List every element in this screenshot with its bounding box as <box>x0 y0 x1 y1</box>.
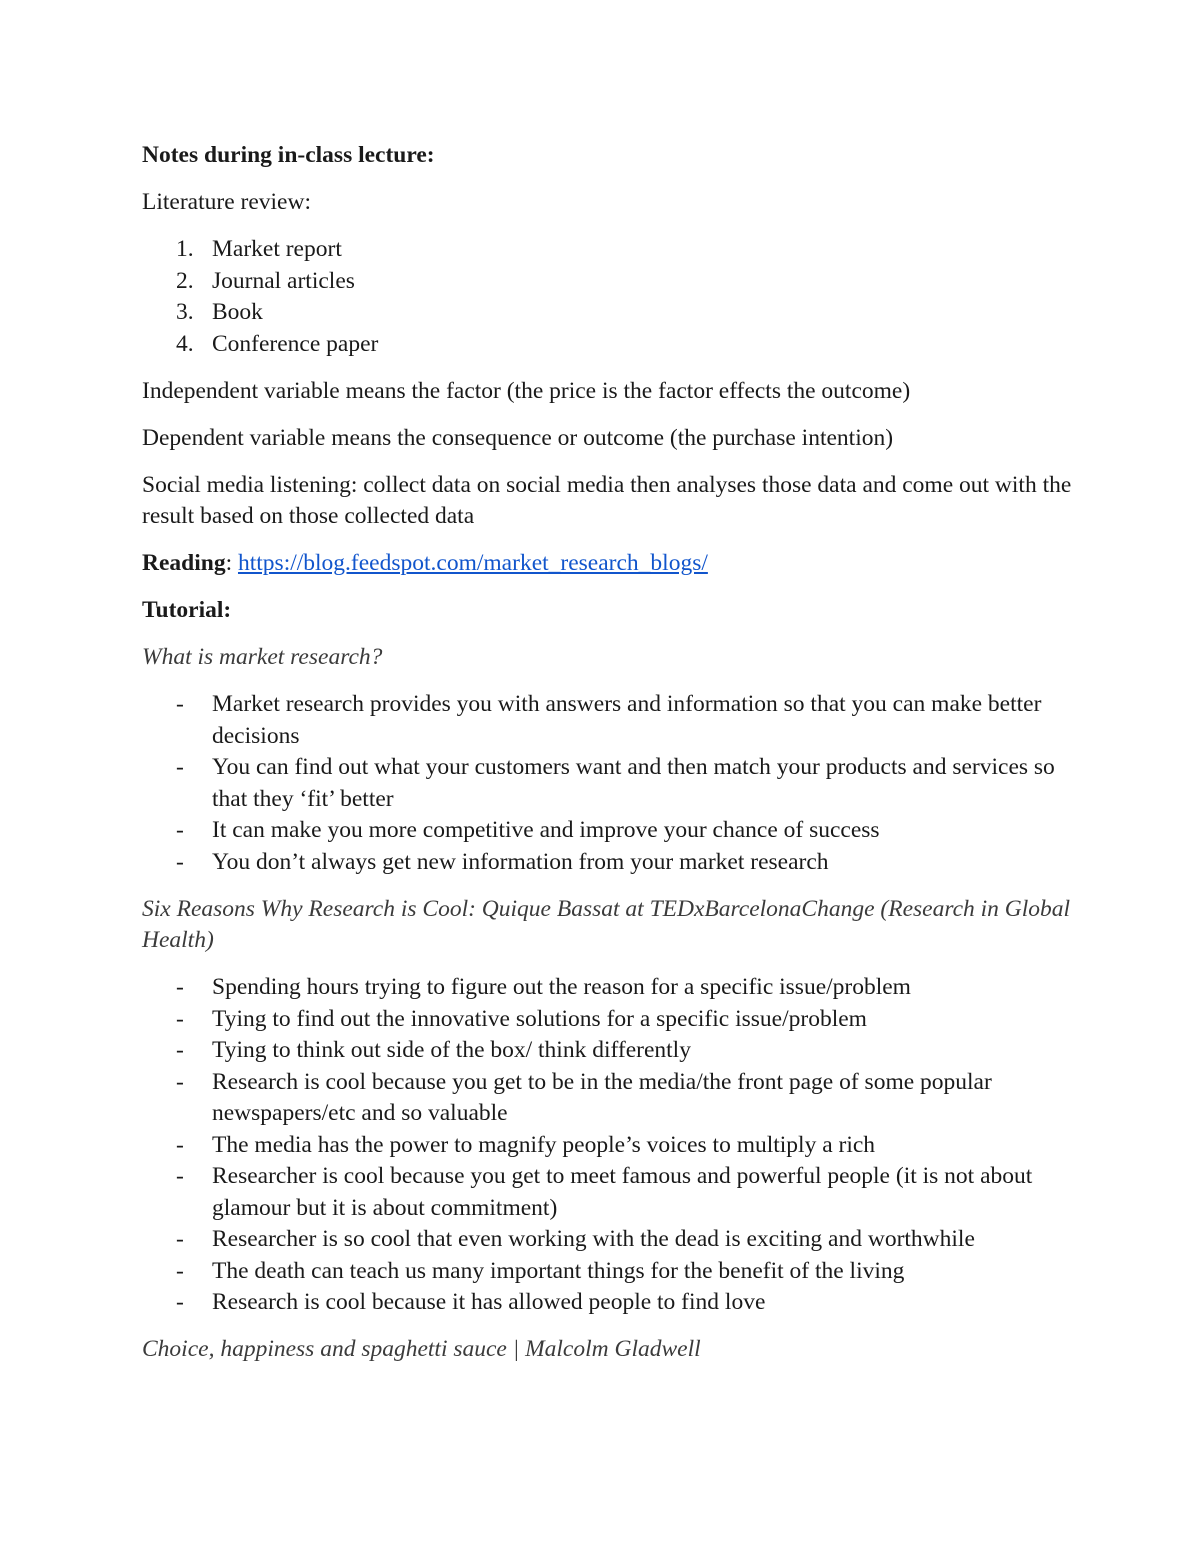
list-item-text: Research is cool because you get to be in the media/the front page of some popular newspapers/etc and so valuable <box>212 1068 992 1126</box>
list-item-text: Market research provides you with answers and information so that you can make better decisions <box>212 691 1042 749</box>
list-item-text: The death can teach us many important things for the benefit of the living <box>212 1257 905 1284</box>
list-item: - Researcher is cool because you get to meet famous and powerful people (it is not about glamour but it is about commitment) <box>176 1163 1033 1221</box>
list-item-text: Conference paper <box>212 330 379 357</box>
list-item: - Research is cool because you get to be in the media/the front page of some popular newspapers/etc and so valuable <box>176 1068 992 1126</box>
section-title-spaghetti-sauce: Choice, happiness and spaghetti sauce | Malcolm Gladwell <box>142 1336 701 1362</box>
reading-separator: : <box>225 550 238 576</box>
list-item-text: Researcher is cool because you get to meet famous and powerful people (it is not about glamour but it is about commitment) <box>212 1163 1033 1221</box>
list-item-text: The media has the power to magnify people’s voices to multiply a rich <box>212 1131 876 1158</box>
list-item: 3. Book <box>176 299 263 325</box>
reading-label: Reading <box>142 550 226 576</box>
tutorial-label: Tutorial: <box>142 597 232 623</box>
literature-review-list <box>142 234 1072 360</box>
list-item: - Spending hours trying to figure out the reason for a specific issue/problem <box>176 974 911 1000</box>
list-item: - Researcher is so cool that even working with the dead is exciting and worthwhile <box>176 1226 975 1252</box>
market-research-bullets <box>142 689 1072 878</box>
section-title-market-research: What is market research? <box>142 644 383 670</box>
list-item-text: Tying to think out side of the box/ think differently <box>212 1037 691 1063</box>
list-item-text: You don’t always get new information from your market research <box>212 848 829 875</box>
list-item: 2. Journal articles <box>176 267 355 294</box>
list-item-text: Researcher is so cool that even working with the dead is exciting and worthwhile <box>212 1226 975 1252</box>
research-cool-bullets <box>142 972 1072 1319</box>
list-item: - Tying to find out the innovative solutions for a specific issue/problem <box>176 1005 867 1032</box>
list-item: - The media has the power to magnify people’s voices to multiply a rich <box>176 1131 876 1158</box>
reading-link[interactable]: https://blog.feedspot.com/market_research_blogs/ <box>237 550 708 576</box>
social-media-listening-note: Social media listening: collect data on social media then analyses those data and come out with the result based on those collected data <box>142 471 1072 529</box>
list-item-text: It can make you more competitive and improve your chance of success <box>212 817 880 843</box>
list-item: - You can find out what your customers want and then match your products and services so that they ‘fit’ better <box>176 754 1055 812</box>
document-page <box>142 140 1072 1381</box>
list-item: - The death can teach us many important things for the benefit of the living <box>176 1257 905 1284</box>
list-item: - Market research provides you with answers and information so that you can make better decisions <box>176 691 1042 749</box>
list-item: 1. Market report <box>176 236 342 262</box>
list-item: - You don’t always get new information from your market research <box>176 848 829 875</box>
section-title-research-cool: Six Reasons Why Research is Cool: Quique Bassat at TEDxBarcelonaChange (Research in Global Health) <box>142 895 1071 953</box>
dependent-variable-note: Dependent variable means the consequence or outcome (the purchase intention) <box>142 424 894 451</box>
list-item: - It can make you more competitive and improve your chance of success <box>176 817 880 843</box>
list-item-text: Market report <box>212 236 342 262</box>
independent-variable-note: Independent variable means the factor (the price is the factor effects the outcome) <box>142 377 911 404</box>
reading-line <box>142 548 1072 580</box>
list-item-text: Research is cool because it has allowed people to find love <box>212 1289 766 1315</box>
page-title: Notes during in-class lecture: <box>142 142 435 168</box>
literature-review-label: Literature review: <box>142 189 311 215</box>
list-item: - Tying to think out side of the box/ think differently <box>176 1037 691 1063</box>
list-item-text: Tying to find out the innovative solutions for a specific issue/problem <box>212 1005 867 1032</box>
list-item-text: Journal articles <box>212 267 355 294</box>
list-item-text: Spending hours trying to figure out the reason for a specific issue/problem <box>212 974 911 1000</box>
list-item: 4. Conference paper <box>176 330 379 357</box>
list-item-text: Book <box>212 299 263 325</box>
list-item-text: You can find out what your customers want and then match your products and services so that they ‘fit’ better <box>212 754 1055 812</box>
list-item: - Research is cool because it has allowed people to find love <box>176 1289 766 1315</box>
